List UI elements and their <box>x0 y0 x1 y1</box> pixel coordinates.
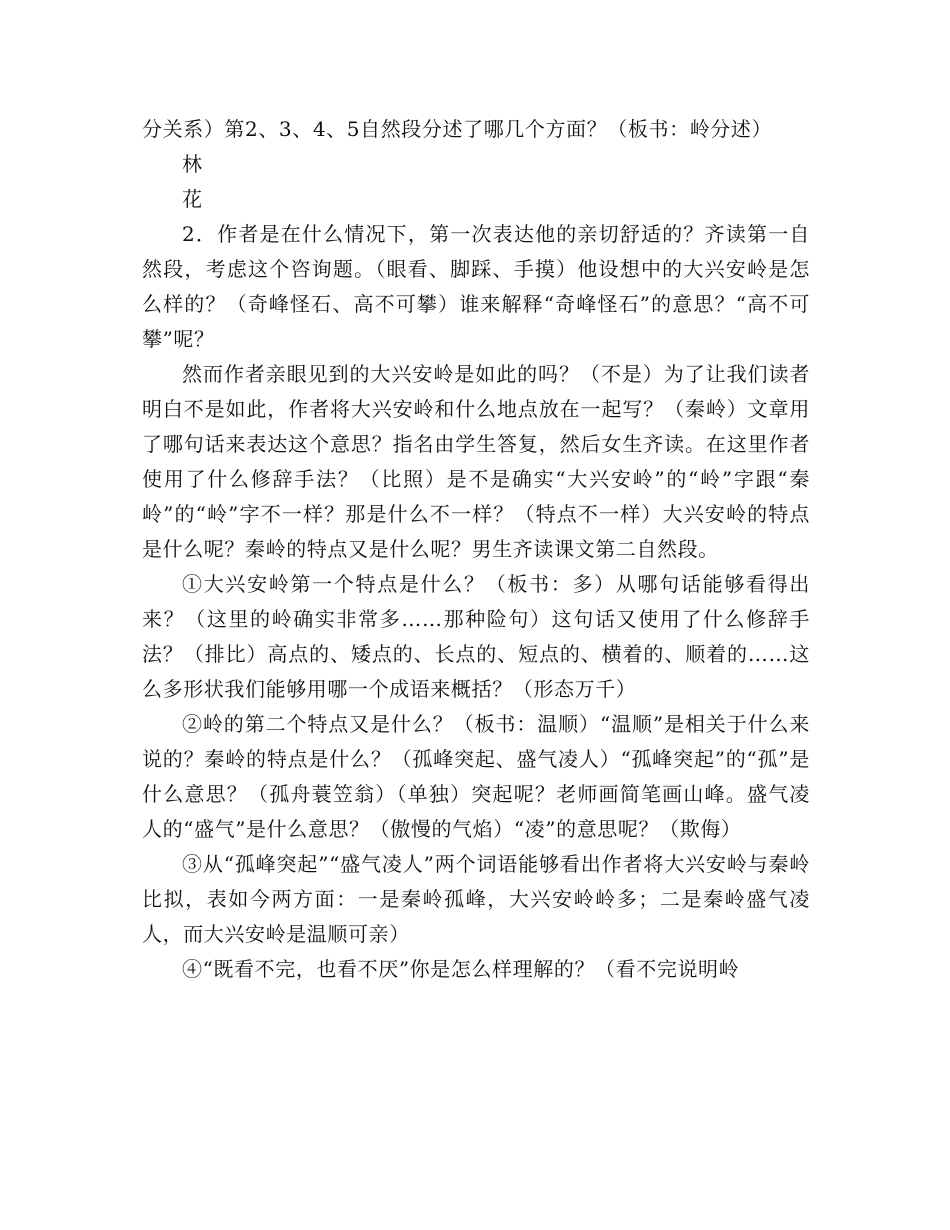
paragraph-question-2: 2．作者是在什么情况下，第一次表达他的亲切舒适的？齐读第一自然段，考虑这个咨询题。（眼看、脚踩、手摸）他设想中的大兴安岭是怎么样的？（奇峰怪石、高不可攀）谁来解释“奇峰怪石”的意思？“高不可攀”呢？ <box>142 222 810 351</box>
paragraph-point-4: ④“既看不完，也看不厌”你是怎么样理解的？（看不完说明岭 <box>182 957 740 981</box>
paragraph-comparison-qinling: 然而作者亲眼见到的大兴安岭是如此的吗？（不是）为了让我们读者明白不是如此，作者将大兴安岭和什么地点放在一起写？（秦岭）文章用了哪句话来表达这个意思？指名由学生答复，然后女生齐读。在这里作者使用了什么修辞手法？（比照）是不是确实“大兴安岭”的“岭”字跟“秦岭”的“岭”字不一样？那是什么不一样？（特点不一样）大兴安岭的特点是什么呢？秦岭的特点又是什么呢？男生齐读课文第二自然段。 <box>142 362 810 561</box>
paragraph-board-item-hua: 花 <box>182 187 203 211</box>
paragraph-board-item-lin: 林 <box>182 152 203 176</box>
paragraph-point-3: ③从“孤峰突起”“盛气凌人”两个词语能够看出作者将大兴安岭与秦岭比拟，表如今两方面：一是秦岭孤峰，大兴安岭岭多；二是秦岭盛气凌人，而大兴安岭是温顺可亲） <box>142 852 810 946</box>
document-body <box>142 112 810 987</box>
paragraph-intro-continuation: 分关系）第2、3、4、5自然段分述了哪几个方面？（板书：岭分述） <box>142 117 773 141</box>
paragraph-point-1: ①大兴安岭第一个特点是什么？（板书：多）从哪句话能够看得出来？（这里的岭确实非常多……那种险句）这句话又使用了什么修辞手法？（排比）高点的、矮点的、长点的、短点的、横着的、顺着的……这么多形状我们能够用哪一个成语来概括？（形态万千） <box>142 572 810 701</box>
paragraph-point-2: ②岭的第二个特点又是什么？（板书：温顺）“温顺”是相关于什么来说的？秦岭的特点是什么？（孤峰突起、盛气凌人）“孤峰突起”的“孤”是什么意思？（孤舟蓑笠翁）（单独）突起呢？老师画简笔画山峰。盛气凌人的“盛气”是什么意思？（傲慢的气焰）“凌”的意思呢？（欺侮） <box>142 712 810 841</box>
